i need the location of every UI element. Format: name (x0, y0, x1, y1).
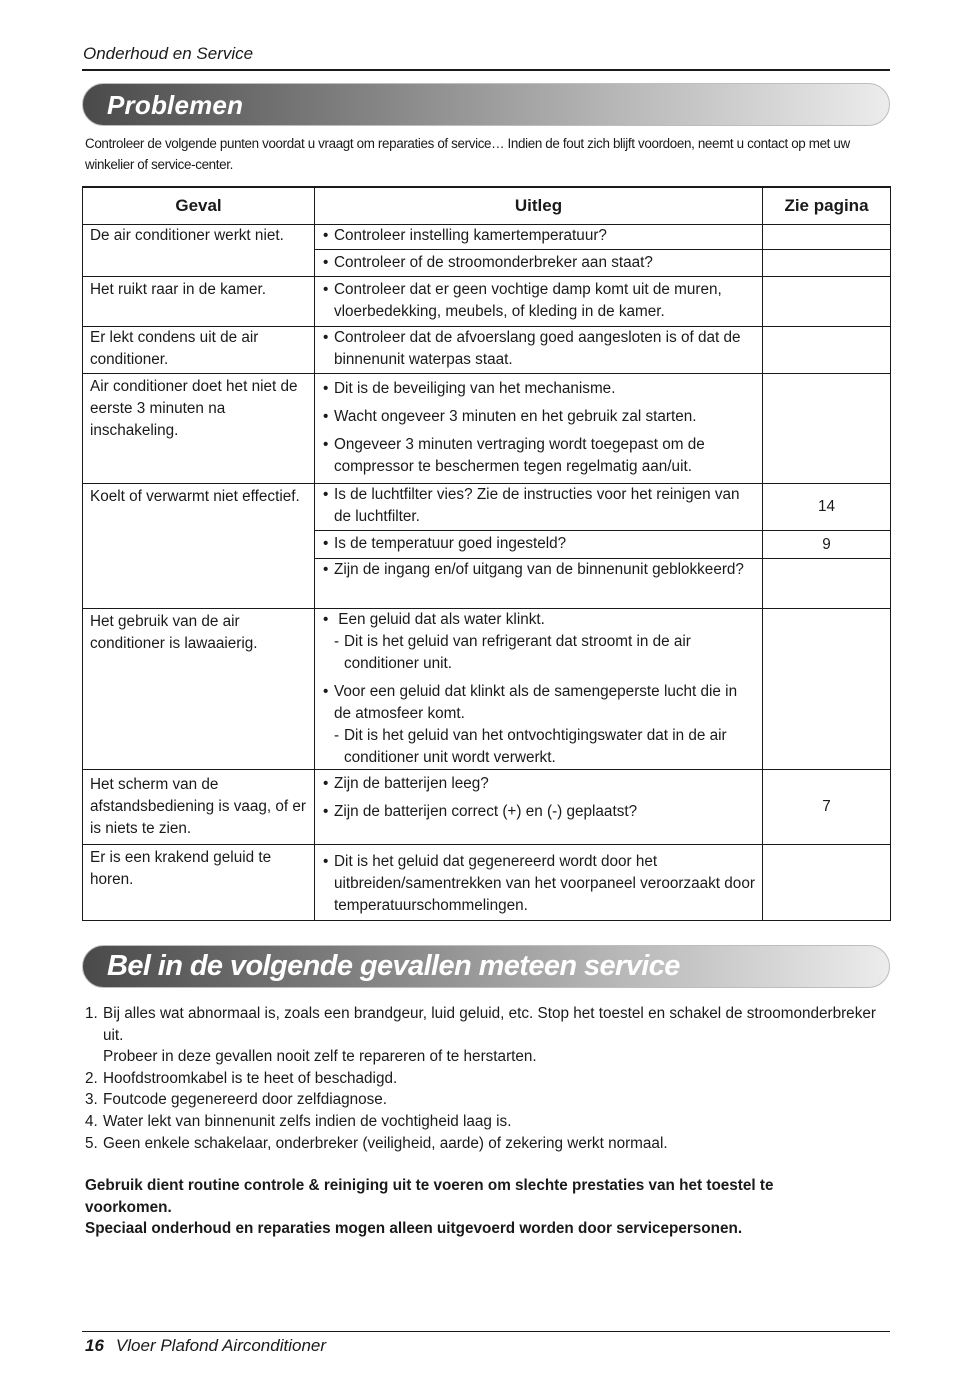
page-cell: 14 (763, 484, 891, 531)
uitleg-cell: • Controleer dat er geen vochtige damp komt uit de muren, vloerbedekking, meubels, of kleding in de kamer. (315, 277, 763, 327)
manual-title: Vloer Plafond Airconditioner (115, 1336, 327, 1355)
service-list (85, 1003, 890, 1154)
geval-cell: Er lekt condens uit de air conditioner. (83, 327, 315, 374)
page-cell (763, 277, 891, 327)
column-header-geval: Geval (83, 187, 315, 225)
page-cell (763, 327, 891, 374)
table-row (83, 277, 891, 327)
uitleg-cell: • Controleer instelling kamertemperatuur? (315, 225, 763, 250)
geval-cell: Koelt of verwarmt niet effectief. (83, 484, 315, 609)
geval-cell: De air conditioner werkt niet. (83, 225, 315, 277)
table-row (83, 225, 891, 250)
uitleg-cell: • Zijn de batterijen leeg? • Zijn de batterijen correct (+) en (-) geplaatst? (315, 770, 763, 845)
uitleg-cell: • Zijn de ingang en/of uitgang van de binnenunit geblokkeerd? (315, 559, 763, 609)
running-header: Onderhoud en Service (83, 44, 254, 63)
footer-rule (82, 1331, 890, 1332)
problems-title: Problemen (107, 90, 244, 120)
list-item: 3. Foutcode gegenereerd door zelfdiagnose. (85, 1091, 388, 1109)
uitleg-cell: • Dit is de beveiliging van het mechanisme. • Wacht ongeveer 3 minuten en het gebruik zal starten. • Ongeveer 3 minuten vertraging wordt toegepast om de compressor te beschermen tegen regelmatig aan/uit. (315, 374, 763, 484)
geval-cell: Air conditioner doet het niet de eerste 3 minuten na inschakeling. (83, 374, 315, 484)
service-banner (82, 945, 890, 988)
uitleg-cell: • Controleer dat de afvoerslang goed aangesloten is of dat de binnenunit waterpas staat. (315, 327, 763, 374)
uitleg-cell: • Is de luchtfilter vies? Zie de instructies voor het reinigen van de luchtfilter. (315, 484, 763, 531)
page-cell (763, 845, 891, 921)
problems-banner (82, 83, 890, 126)
uitleg-cell: • Is de temperatuur goed ingesteld? (315, 531, 763, 559)
uitleg-cell: • Dit is het geluid dat gegenereerd wordt door het uitbreiden/samentrekken van het voorpaneel veroorzaakt door temperatuurschommelingen. (315, 845, 763, 921)
list-item: 4. Water lekt van binnenunit zelfs indien de vochtigheid laag is. (85, 1112, 512, 1130)
list-item: 5. Geen enkele schakelaar, onderbreker (veiligheid, aarde) of zekering werkt normaal. (85, 1134, 668, 1152)
page-footer (85, 1336, 326, 1356)
table-row (83, 484, 891, 531)
service-title: Bel in de volgende gevallen meteen service (107, 950, 680, 982)
troubleshooting-table (82, 186, 891, 921)
page-cell (763, 225, 891, 250)
page-cell: 7 (763, 770, 891, 845)
uitleg-cell: • Een geluid dat als water klinkt. - Dit is het geluid van refrigerant dat stroomt in de air conditioner unit. • Voor een geluid dat klinkt als de samengeperste lucht die in de atmosfeer komt. - Dit is het geluid van het ontvochtigingswater dat in de air conditioner unit wordt verwerkt. (315, 609, 763, 770)
maintenance-note: Gebruik dient routine controle & reiniging uit te voeren om slechte prestaties van het toestel te voorkomen. Speciaal onderhoud en reparaties mogen alleen uitgevoerd worden door servicepersonen. (85, 1177, 774, 1238)
geval-cell: Het scherm van de afstandsbediening is vaag, of er is niets te zien. (83, 770, 315, 845)
table-row (83, 374, 891, 484)
table-row (83, 609, 891, 770)
page-cell (763, 250, 891, 277)
page-cell (763, 374, 891, 484)
page-cell (763, 609, 891, 770)
list-item: 1. Bij alles wat abnormaal is, zoals een brandgeur, luid geluid, etc. Stop het toestel en schakel de stroomonderbreker uit. Probeer in deze gevallen nooit zelf te repareren of te herstarten. (85, 1005, 876, 1066)
table-row (83, 845, 891, 921)
column-header-zie-pagina: Zie pagina (763, 187, 891, 225)
table-header-row (83, 187, 891, 225)
header-rule (82, 69, 890, 71)
geval-cell: Het ruikt raar in de kamer. (83, 277, 315, 327)
page-cell: 9 (763, 531, 891, 559)
table-row (83, 327, 891, 374)
column-header-uitleg: Uitleg (315, 187, 763, 225)
geval-cell: Er is een krakend geluid te horen. (83, 845, 315, 921)
geval-cell: Het gebruik van de air conditioner is lawaaierig. (83, 609, 315, 770)
problems-intro: Controleer de volgende punten voordat u vraagt om reparaties of service… Indien de fout zich blijft voordoen, neemt u contact op met uw winkelier of service-center. (85, 136, 850, 172)
table-row (83, 770, 891, 845)
list-item: 2. Hoofdstroomkabel is te heet of beschadigd. (85, 1069, 398, 1087)
page-cell (763, 559, 891, 609)
uitleg-cell: • Controleer of de stroomonderbreker aan staat? (315, 250, 763, 277)
page-number: 16 (85, 1336, 104, 1355)
